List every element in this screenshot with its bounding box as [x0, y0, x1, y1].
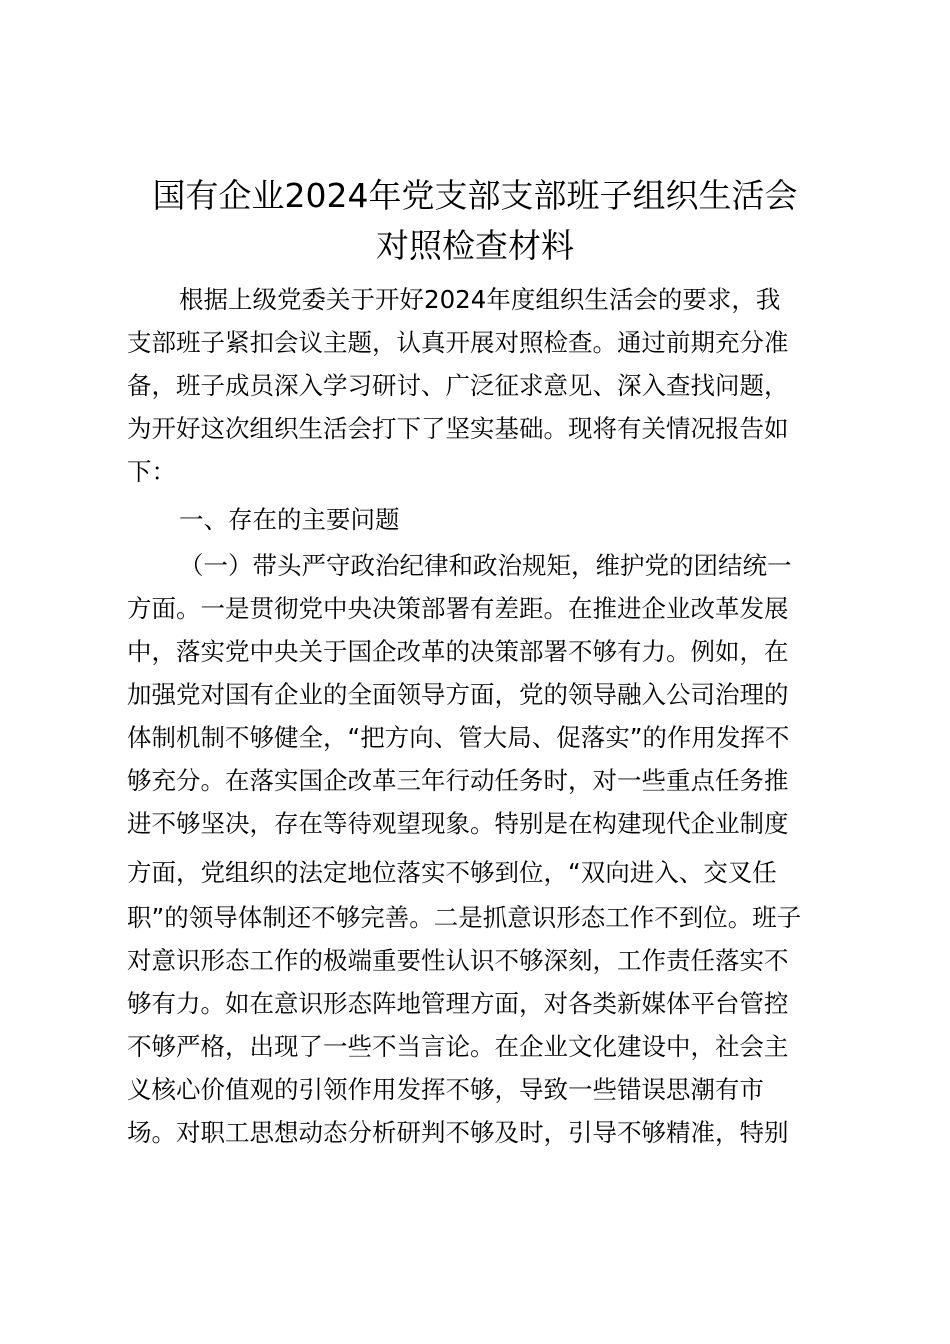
body-line-12: 够充分。在落实国企改革三年行动任务时，对一些重点任务推 — [127, 766, 789, 795]
body-line-8: 方面。一是贯彻党中央决策部署有差距。在推进企业改革发展 — [127, 594, 789, 623]
body-line-2: 支部班子紧扣会议主题，认真开展对照检查。通过前期充分准 — [127, 328, 789, 357]
body-line-17: 够有力。如在意识形态阵地管理方面，对各类新媒体平台管控 — [127, 989, 789, 1018]
body-line-5: 下： — [127, 457, 176, 486]
body-line-1: 根据上级党委关于开好2024年度组织生活会的要求，我 — [179, 285, 781, 314]
body-line-14: 方面，党组织的法定地位落实不够到位，“双向进入、交叉任 — [127, 858, 777, 887]
body-line-7: （一）带头严守政治纪律和政治规矩，维护党的团结统一 — [179, 551, 792, 580]
body-line-10: 加强党对国有企业的全面领导方面，党的领导融入公司治理的 — [127, 680, 789, 709]
body-line-3: 备，班子成员深入学习研讨、广泛征求意见、深入查找问题， — [127, 371, 789, 400]
body-line-11: 体制机制不够健全，“把方向、管大局、促落实”的作用发挥不 — [127, 723, 790, 752]
body-line-15: 职”的领导体制还不够完善。二是抓意识形态工作不到位。班子 — [127, 903, 802, 932]
body-line-19: 义核心价值观的引领作用发挥不够，导致一些错误思潮有市 — [127, 1075, 764, 1104]
body-line-18: 不够严格，出现了一些不当言论。在企业文化建设中，社会主 — [127, 1032, 789, 1061]
document-title-line-2: 对照检查材料 — [376, 226, 574, 265]
section-heading: 一、存在的主要问题 — [179, 505, 400, 534]
body-line-9: 中，落实党中央关于国企改革的决策部署不够有力。例如，在 — [127, 637, 789, 666]
body-line-4: 为开好这次组织生活会打下了坚实基础。现将有关情况报告如 — [127, 414, 789, 443]
body-line-16: 对意识形态工作的极端重要性认识不够深刻，工作责任落实不 — [127, 946, 789, 975]
body-line-20: 场。对职工思想动态分析研判不够及时，引导不够精准，特别 — [127, 1118, 789, 1147]
body-line-13: 进不够坚决，存在等待观望现象。特别是在构建现代企业制度 — [127, 809, 789, 838]
document-title-line-1: 国有企业2024年党支部支部班子组织生活会 — [152, 176, 798, 215]
